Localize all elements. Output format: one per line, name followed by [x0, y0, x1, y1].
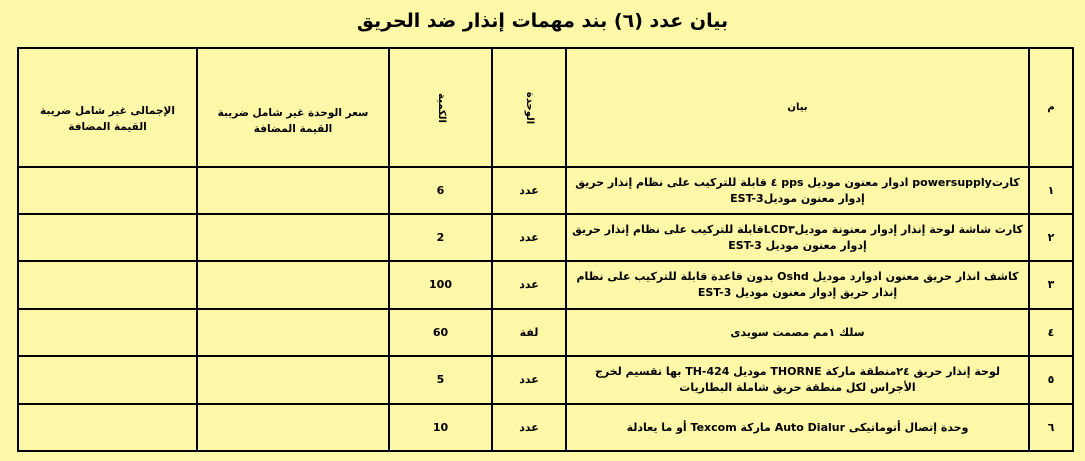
bill-of-quantities-table	[17, 47, 1074, 452]
row-index: ٤	[1029, 309, 1073, 356]
row-quantity: 60	[389, 309, 492, 356]
row-unit-price	[197, 214, 389, 261]
row-unit: عدد	[492, 356, 566, 404]
header-index: م	[1029, 48, 1073, 167]
row-unit: عدد	[492, 261, 566, 309]
row-total	[18, 214, 197, 261]
row-quantity: 6	[389, 167, 492, 214]
header-total: الإجمالى غير شامل ضريبة القيمة المضافة	[18, 48, 197, 167]
row-index: ٦	[1029, 404, 1073, 451]
row-description: وحدة إتصال أتوماتيكى Auto Dialur ماركة Texcom أو ما يعادلة	[566, 404, 1029, 451]
header-unit-label: الوحدة	[524, 91, 535, 125]
row-unit-price	[197, 167, 389, 214]
row-quantity: 2	[389, 214, 492, 261]
row-description: كارتpowersupply ادوار معنون موديل pps ٤ قابلة للتركيب على نظام إنذار حريق إدوار معنون موديلEST-3	[566, 167, 1029, 214]
page-title: بيان عدد (٦) بند مهمات إنذار ضد الحريق	[356, 10, 729, 32]
row-unit-price	[197, 261, 389, 309]
row-total	[18, 404, 197, 451]
row-quantity: 10	[389, 404, 492, 451]
header-unit-price: سعر الوحدة غير شامل ضريبة القيمة المضافة	[197, 48, 389, 167]
header-unit	[492, 48, 566, 167]
row-description: كاشف انذار حريق معنون ادوارد موديل Oshd بدون قاعدة قابلة للتركيب على نظام إنذار حريق إدوار معنون موديل EST-3	[566, 261, 1029, 309]
row-description: لوحة إنذار حريق ٢٤منطقة ماركة THORNE موديل TH-424 بها تقسيم لخرج الأجراس لكل منطقة حريق شاملة البطاريات	[566, 356, 1029, 404]
row-total	[18, 356, 197, 404]
table-row	[18, 214, 1073, 261]
row-unit: عدد	[492, 404, 566, 451]
row-unit-price	[197, 309, 389, 356]
row-unit: عدد	[492, 214, 566, 261]
row-index: ٥	[1029, 356, 1073, 404]
header-quantity-label: الكمية	[435, 93, 447, 123]
table-row	[18, 356, 1073, 404]
table-row	[18, 167, 1073, 214]
row-unit-price	[197, 404, 389, 451]
header-quantity	[389, 48, 492, 167]
row-unit: عدد	[492, 167, 566, 214]
row-description: كارت شاشة لوحة إنذار إدوار معنونة موديلLCD٣قابلة للتركيب على نظام إنذار حريق إدوار معنون موديل EST-3	[566, 214, 1029, 261]
row-index: ١	[1029, 167, 1073, 214]
header-description: بيان	[566, 48, 1029, 167]
row-index: ٢	[1029, 214, 1073, 261]
table-header-row	[18, 48, 1073, 167]
row-total	[18, 309, 197, 356]
row-quantity: 100	[389, 261, 492, 309]
row-total	[18, 167, 197, 214]
table-row	[18, 404, 1073, 451]
row-description: سلك ١مم مصمت سويدى	[566, 309, 1029, 356]
table-row	[18, 309, 1073, 356]
row-index: ٣	[1029, 261, 1073, 309]
row-quantity: 5	[389, 356, 492, 404]
row-unit-price	[197, 356, 389, 404]
row-unit: لفة	[492, 309, 566, 356]
row-total	[18, 261, 197, 309]
table-row	[18, 261, 1073, 309]
